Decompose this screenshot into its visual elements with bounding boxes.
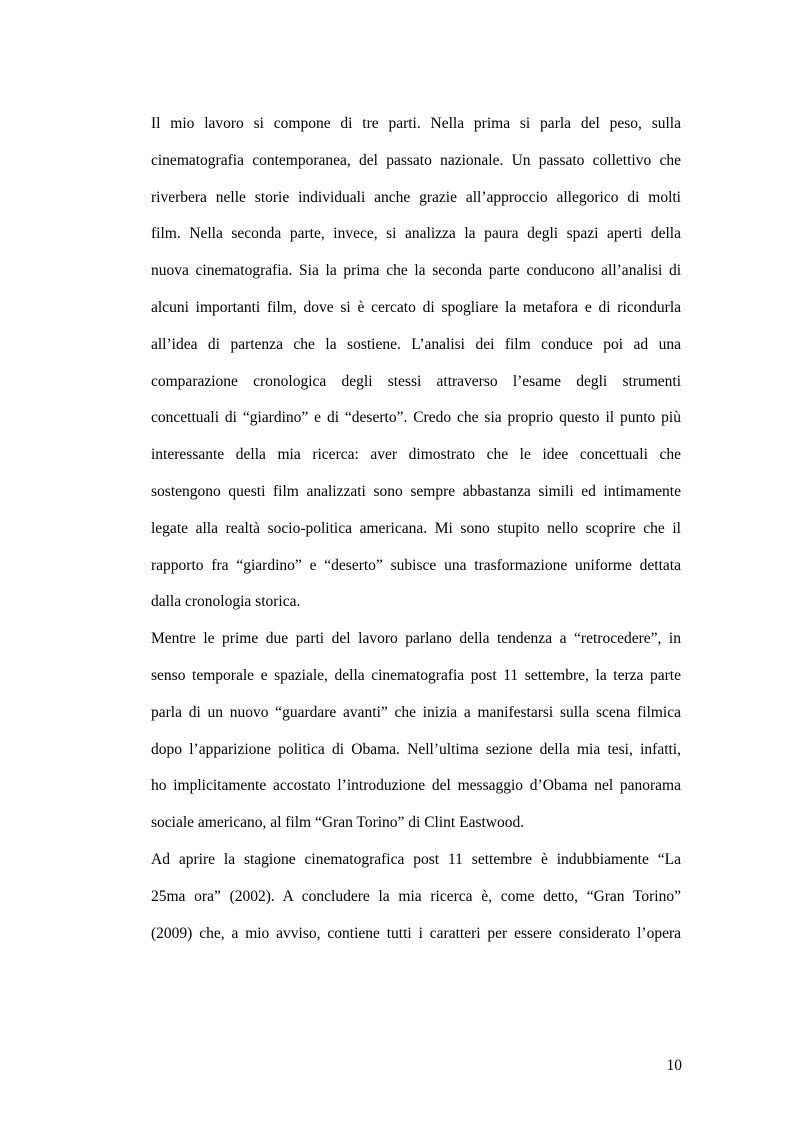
body-text	[151, 106, 681, 952]
text-line: Ad aprire la stagione cinematografica post 11 settembre è indubbiamente “La	[151, 850, 681, 868]
text-line: Mentre le prime due parti del lavoro parlano della tendenza a “retrocedere”, in	[151, 630, 681, 648]
paragraph-3	[151, 842, 681, 952]
text-line: senso temporale e spaziale, della cinematografia post 11 settembre, la terza parte	[151, 666, 681, 684]
text-line: sostengono questi film analizzati sono sempre abbastanza simili ed intimamente	[151, 482, 681, 500]
text-line: rapporto fra “giardino” e “deserto” subisce una trasformazione uniforme dettata	[151, 556, 681, 574]
text-line: nuova cinematografia. Sia la prima che la seconda parte conducono all’analisi di	[151, 262, 681, 280]
text-line: concettuali di “giardino” e di “deserto”. Credo che sia proprio questo il punto più	[151, 409, 681, 427]
text-line: alcuni importanti film, dove si è cercato di spogliare la metafora e di ricondurla	[151, 298, 681, 316]
text-line: (2009) che, a mio avviso, contiene tutti i caratteri per essere considerato l’opera	[151, 924, 681, 942]
paragraph-1	[151, 106, 681, 621]
text-line: dopo l’apparizione politica di Obama. Nell’ultima sezione della mia tesi, infatti,	[151, 740, 681, 758]
text-line: riverbera nelle storie individuali anche grazie all’approccio allegorico di molti	[151, 188, 681, 206]
page-number: 10	[666, 1057, 682, 1074]
paragraph-2	[151, 621, 681, 842]
text-line: sociale americano, al film “Gran Torino” di Clint Eastwood.	[151, 814, 525, 832]
text-line: ho implicitamente accostato l’introduzione del messaggio d’Obama nel panorama	[151, 777, 681, 795]
text-line: interessante della mia ricerca: aver dimostrato che le idee concettuali che	[151, 446, 681, 464]
text-line: 25ma ora” (2002). A concludere la mia ricerca è, come detto, “Gran Torino”	[151, 887, 681, 905]
text-line: parla di un nuovo “guardare avanti” che inizia a manifestarsi sulla scena filmica	[151, 703, 681, 721]
text-line: film. Nella seconda parte, invece, si analizza la paura degli spazi aperti della	[151, 225, 681, 243]
text-line: dalla cronologia storica.	[151, 593, 301, 611]
text-line: comparazione cronologica degli stessi attraverso l’esame degli strumenti	[151, 372, 681, 390]
text-line: legate alla realtà socio-politica americana. Mi sono stupito nello scoprire che il	[151, 519, 681, 537]
text-line: all’idea di partenza che la sostiene. L’analisi dei film conduce poi ad una	[151, 335, 681, 353]
text-line: cinematografia contemporanea, del passato nazionale. Un passato collettivo che	[151, 151, 681, 169]
text-line: Il mio lavoro si compone di tre parti. Nella prima si parla del peso, sulla	[151, 115, 681, 132]
